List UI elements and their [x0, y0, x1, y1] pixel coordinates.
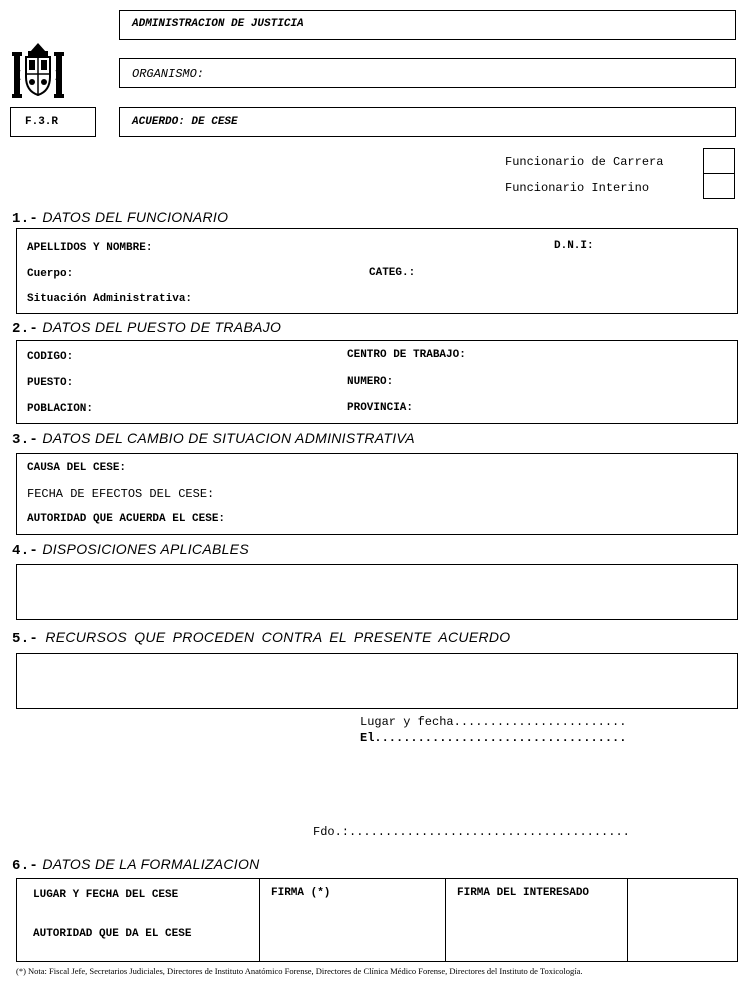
coat-of-arms-icon — [12, 40, 64, 102]
administracion-label: ADMINISTRACION DE JUSTICIA — [132, 18, 304, 30]
table-divider — [445, 879, 446, 961]
section-3-box — [16, 453, 738, 535]
fecha-efectos-label: FECHA DE EFECTOS DEL CESE: — [27, 487, 215, 501]
causa-cese-label: CAUSA DEL CESE: — [27, 462, 127, 474]
funcionario-interino-checkbox[interactable] — [703, 173, 735, 199]
provincia-label: PROVINCIA: — [347, 402, 414, 414]
form-code-box — [10, 107, 96, 137]
section-5-heading — [12, 629, 511, 647]
section-2-title: DATOS DEL PUESTO DE TRABAJO — [42, 319, 282, 335]
funcionario-carrera-checkbox[interactable] — [703, 148, 735, 174]
funcionario-carrera-label: Funcionario de Carrera — [505, 155, 664, 169]
cuerpo-label: Cuerpo: — [27, 268, 74, 280]
table-divider — [627, 879, 628, 961]
section-2-box — [16, 340, 738, 424]
section-1-number: 1.- — [12, 211, 39, 227]
autoridad-acuerda-label: AUTORIDAD QUE ACUERDA EL CESE: — [27, 513, 226, 525]
lugar-fecha-cese-label: LUGAR Y FECHA DEL CESE — [33, 889, 179, 901]
section-6-title: DATOS DE LA FORMALIZACION — [42, 856, 260, 872]
numero-label: NUMERO: — [347, 376, 394, 388]
section-4-box[interactable] — [16, 564, 738, 620]
section-5-number: 5.- — [12, 631, 39, 647]
section-6-number: 6.- — [12, 858, 39, 874]
section-5-title: RECURSOS QUE PROCEDEN CONTRA EL PRESENTE ACUERDO — [45, 629, 511, 645]
organismo-label: ORGANISMO: — [132, 67, 205, 81]
funcionario-interino-label: Funcionario Interino — [505, 181, 650, 195]
section-1-heading — [12, 209, 228, 227]
table-divider — [259, 879, 260, 961]
acuerdo-box — [119, 107, 736, 137]
footnote: (*) Nota: Fiscal Jefe, Secretarios Judiciales, Directores de Instituto Anatómico Forense, Directores de Clínica Médico Forense, Directores del Instituto de Toxicología. — [16, 966, 583, 976]
firma-interesado-label: FIRMA DEL INTERESADO — [457, 887, 590, 899]
section-6-heading — [12, 856, 260, 874]
section-3-title: DATOS DEL CAMBIO DE SITUACION ADMINISTRATIVA — [42, 430, 415, 446]
fdo-line[interactable]: Fdo.:....................................... — [313, 825, 630, 839]
section-4-number: 4.- — [12, 543, 39, 559]
categ-label: CATEG.: — [369, 267, 416, 279]
acuerdo-label: ACUERDO: DE CESE — [132, 116, 238, 128]
puesto-label: PUESTO: — [27, 377, 74, 389]
section-3-heading — [12, 430, 415, 448]
section-1-title: DATOS DEL FUNCIONARIO — [42, 209, 229, 225]
centro-trabajo-label: CENTRO DE TRABAJO: — [347, 349, 466, 361]
administracion-box — [119, 10, 736, 40]
lugar-fecha-line[interactable]: Lugar y fecha........................ — [360, 715, 627, 729]
situacion-label: Situación Administrativa: — [27, 293, 193, 305]
section-2-heading — [12, 319, 281, 337]
el-line[interactable]: El................................... — [360, 731, 627, 745]
codigo-label: CODIGO: — [27, 351, 74, 363]
section-4-title: DISPOSICIONES APLICABLES — [42, 541, 249, 557]
section-1-box — [16, 228, 738, 314]
poblacion-label: POBLACION: — [27, 403, 94, 415]
section-3-number: 3.- — [12, 432, 39, 448]
section-6-table — [16, 878, 738, 962]
apellidos-label: APELLIDOS Y NOMBRE: — [27, 242, 153, 254]
autoridad-cese-label: AUTORIDAD QUE DA EL CESE — [33, 928, 192, 940]
organismo-box[interactable] — [119, 58, 736, 88]
section-5-box[interactable] — [16, 653, 738, 709]
section-4-heading — [12, 541, 249, 559]
form-code: F.3.R — [25, 116, 59, 128]
section-2-number: 2.- — [12, 321, 39, 337]
dni-label: D.N.I: — [554, 240, 594, 252]
firma-label: FIRMA (*) — [271, 887, 331, 899]
